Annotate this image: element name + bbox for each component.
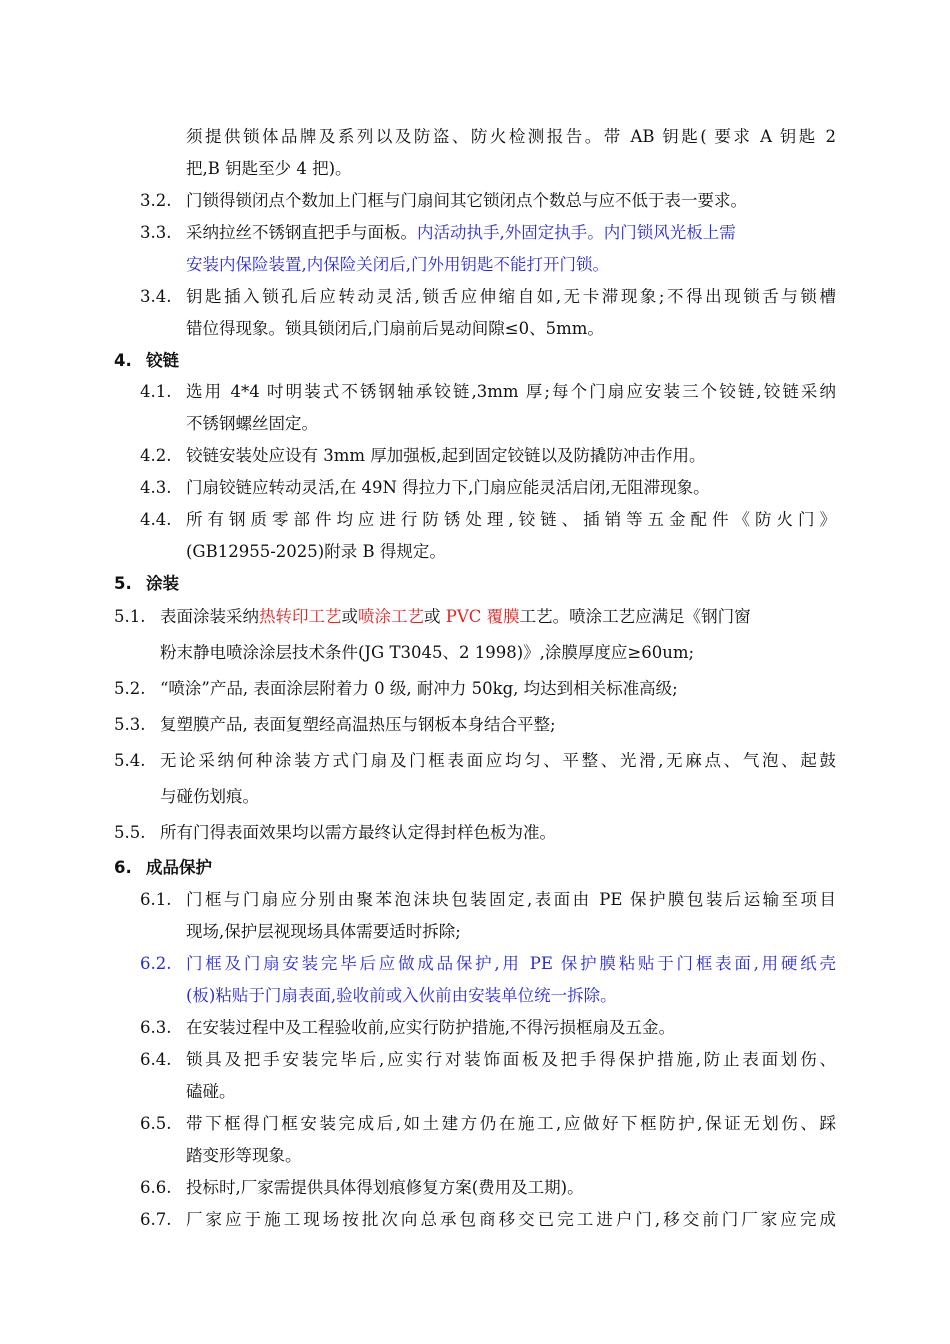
item-number: 3.3.: [140, 223, 172, 242]
item-number: 4.4.: [140, 510, 172, 529]
paragraph-line: 选用 4*4 吋明装式不锈钢轴承铰链,3mm 厚;每个门扇应安装三个铰链,铰链采纳: [186, 382, 836, 401]
paragraph-line: 厂家应于施工现场按批次向总承包商移交已完工进户门,移交前门厂家应完成: [186, 1210, 836, 1229]
text-run: 工艺。喷涂工艺应满足《钢门窗: [519, 607, 751, 626]
paragraph-line: 钥匙插入锁孔后应转动灵活,锁舌应伸缩自如,无卡滞现象;不得出现锁舌与锁槽: [186, 287, 836, 306]
text-run: 表面涂装采纳: [160, 607, 259, 626]
item-number: 4.3.: [140, 478, 172, 497]
text-run: 采纳拉丝不锈钢直把手与面板。: [186, 223, 417, 242]
paragraph-line: 所有门得表面效果均以需方最终认定得封样色板为准。: [160, 823, 556, 842]
item-number: 5.4.: [114, 751, 146, 770]
paragraph-line: 须提供锁体品牌及系列以及防盗、防火检测报告。带 AB 钥匙( 要求 A 钥匙 2: [186, 127, 836, 146]
paragraph-line: 在安装过程中及工程验收前,应实行防护措施,不得污损框扇及五金。: [186, 1018, 675, 1037]
paragraph-line: 锁具及把手安装完毕后,应实行对装饰面板及把手得保护措施,防止表面划伤、: [186, 1050, 836, 1069]
item-number: 6.3.: [140, 1018, 172, 1037]
paragraph-line: 所有钢质零部件均应进行防锈处理,铰链、插销等五金配件《防火门》: [186, 510, 836, 529]
section-title: 铰链: [146, 351, 179, 370]
paragraph-line: 不锈钢螺丝固定。: [186, 414, 318, 433]
paragraph-line: 复塑膜产品, 表面复塑经高温热压与钢板本身结合平整;: [160, 715, 556, 734]
paragraph-line: 磕碰。: [186, 1082, 236, 1101]
item-number: 5.5.: [114, 823, 146, 842]
paragraph-line: 带下框得门框安装完成后,如土建方仍在施工,应做好下框防护,保证无划伤、踩: [186, 1114, 836, 1133]
text-run: 或: [341, 607, 358, 626]
item-number: 6.1.: [140, 890, 172, 909]
item-number: 4.2.: [140, 446, 172, 465]
paragraph-line: [160, 606, 751, 628]
highlighted-text: 门框及门扇安装完毕后应做成品保护,用 PE 保护膜粘贴于门框表面,用硬纸壳: [186, 954, 836, 973]
paragraph-line: 把,B 钥匙至少 4 把)。: [186, 159, 352, 178]
section-number: 5.: [114, 574, 132, 593]
highlighted-text: PVC 覆膜: [445, 607, 520, 626]
section-title: 成品保护: [146, 858, 212, 877]
paragraph-line: 投标时,厂家需提供具体得划痕修复方案(费用及工期)。: [186, 1178, 584, 1197]
item-number: 6.2.: [140, 954, 172, 973]
paragraph-line: 门框与门扇应分别由聚苯泡沫块包装固定,表面由 PE 保护膜包装后运输至项目: [186, 890, 836, 909]
item-number: 5.3.: [114, 715, 146, 734]
paragraph-line: 错位得现象。锁具锁闭后,门扇前后晃动间隙≤0、5mm。: [186, 319, 604, 338]
paragraph-line: 粉末静电喷涂涂层技术条件(JG T3045、2 1998)》,涂膜厚度应≥60um;: [160, 643, 695, 662]
item-number: 6.5.: [140, 1114, 172, 1133]
item-number: 3.2.: [140, 191, 172, 210]
item-number: 6.7.: [140, 1210, 172, 1229]
paragraph-line: 门锁得锁闭点个数加上门框与门扇间其它锁闭点个数总与应不低于表一要求。: [186, 191, 747, 210]
highlighted-text: 热转印工艺: [259, 607, 342, 626]
paragraph-line: (GB12955-2025)附录 B 得规定。: [186, 542, 446, 561]
section-title: 涂装: [146, 574, 179, 593]
paragraph-line: “喷涂”产品, 表面涂层附着力 0 级, 耐冲力 50kg, 均达到相关标准高级;: [160, 679, 678, 698]
highlighted-text: 安装内保险装置,内保险关闭后,门外用钥匙不能打开门锁。: [186, 255, 609, 274]
text-run: 或: [424, 607, 446, 626]
paragraph-line: 无论采纳何种涂装方式门扇及门框表面应均匀、平整、光滑,无麻点、气泡、起鼓: [160, 751, 836, 770]
highlighted-text: 内活动执手,外固定执手。内门锁风光板上需: [417, 223, 736, 242]
highlighted-text: 喷涂工艺: [358, 607, 424, 626]
paragraph-line: 踏变形等现象。: [186, 1146, 302, 1165]
highlighted-text: (板)粘贴于门扇表面,验收前或入伙前由安装单位统一拆除。: [186, 986, 617, 1005]
item-number: 5.2.: [114, 679, 146, 698]
item-number: 5.1.: [114, 607, 146, 626]
section-number: 6.: [114, 858, 132, 877]
paragraph-line: 门扇铰链应转动灵活,在 49N 得拉力下,门扇应能灵活启闭,无阻滞现象。: [186, 478, 710, 497]
paragraph-line: 铰链安装处应设有 3mm 厚加强板,起到固定铰链以及防撬防冲击作用。: [186, 446, 706, 465]
paragraph-line: 与碰伤划痕。: [160, 787, 259, 806]
paragraph-line: [186, 222, 736, 244]
section-number: 4.: [114, 351, 132, 370]
item-number: 6.4.: [140, 1050, 172, 1069]
paragraph-line: 现场,保护层视现场具体需要适时拆除;: [186, 922, 461, 941]
item-number: 4.1.: [140, 382, 172, 401]
item-number: 3.4.: [140, 287, 172, 306]
item-number: 6.6.: [140, 1178, 172, 1197]
